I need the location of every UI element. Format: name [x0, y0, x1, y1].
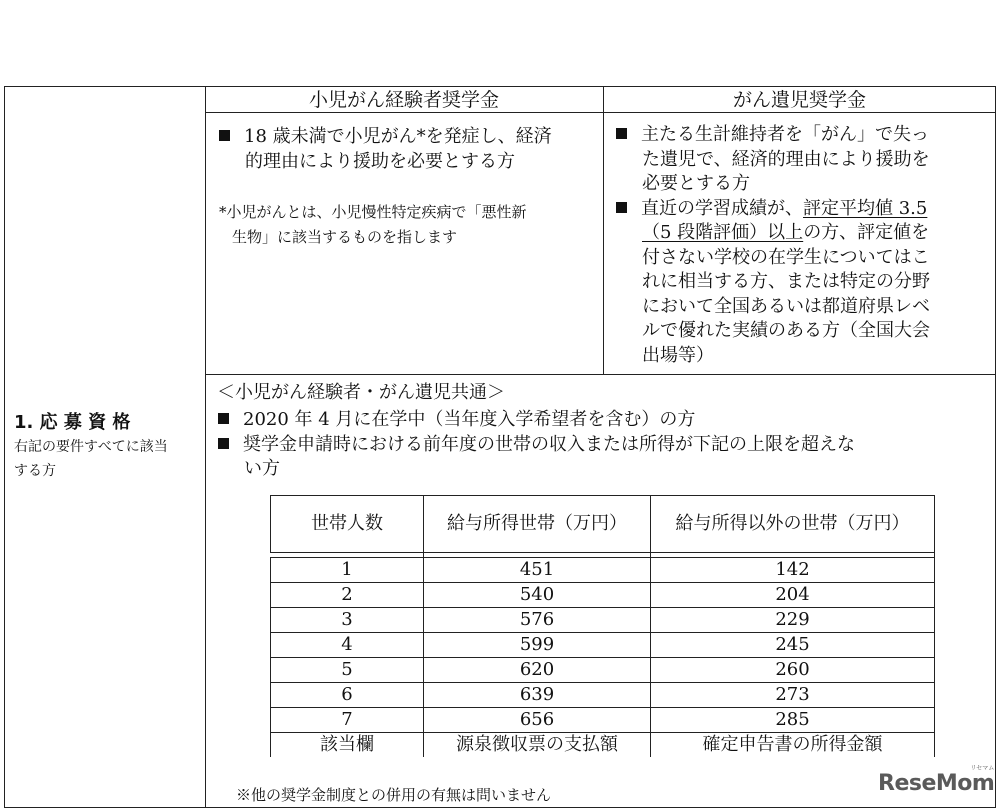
bullet-square-icon	[616, 128, 627, 139]
bullet-square-icon	[219, 130, 230, 141]
common-bullets: 2020 年 4 月に在学中（当年度入学希望者を含む）の方 奨学金申請時における前年度の世帯の収入または所得が下記の上限を超えな い方	[218, 408, 855, 482]
col1-header: 小児がん経験者奨学金	[308, 89, 499, 111]
table-row: 5 620 260	[271, 658, 935, 683]
section-subtitle-line-2: する方	[14, 463, 56, 479]
table-row: 2 540 204	[271, 583, 935, 608]
header-household-size: 世帯人数	[271, 496, 424, 553]
common-heading: ＜小児がん経験者・がん遺児共通＞	[217, 382, 505, 403]
table-row: 7 656 285	[271, 708, 935, 733]
col1-bullet: 18 歳未満で小児がん*を発症し、経済 的理由により援助を必要とする方	[219, 125, 552, 174]
divider-middle-column	[603, 86, 604, 374]
table-row: 1 451 142	[271, 558, 935, 583]
col2-header: がん遺児奨学金	[732, 89, 866, 111]
income-limit-table	[270, 495, 935, 757]
divider-common-row	[205, 374, 996, 375]
table-row: 3 576 229	[271, 608, 935, 633]
col1-note-line-2: 生物」に該当するものを指します	[232, 228, 458, 246]
resemom-logo: ReseMom リセマム	[878, 765, 995, 796]
divider-header-row	[205, 112, 996, 113]
divider-left-column	[205, 86, 206, 808]
table-header-row	[271, 496, 935, 553]
header-salary-household: 給与所得世帯（万円）	[424, 496, 651, 553]
footnote: ※他の奨学金制度との併用の有無は問いません	[236, 786, 552, 804]
col2-bullets: 主たる生計維持者を「がん」で失っ た遺児で、経済的理由により援助を 必要とする方 直近の学習成績が、評定平均値 3.5 （5 段階評価）以上の方、評定値を 付さない学校の在学生についてはこ れに相当する方、または特定の分野 において全国あるいは都道府県レベ ルで優れた実績のある方（全国大会 出場等）	[616, 123, 930, 368]
bullet-square-icon	[218, 438, 229, 449]
section-title: 1. 応 募 資 格	[14, 412, 131, 433]
table-row: 6 639 273	[271, 683, 935, 708]
header-non-salary-household: 給与所得以外の世帯（万円）	[651, 496, 935, 553]
table-footer-row: 該当欄 源泉徴収票の支払額 確定申告書の所得金額	[271, 733, 935, 758]
bullet-square-icon	[616, 202, 627, 213]
section-subtitle-line-1: 右記の要件すべてに該当	[14, 439, 168, 455]
table-row: 4 599 245	[271, 633, 935, 658]
bullet-square-icon	[218, 413, 229, 424]
col1-note-line-1: *小児がんとは、小児慢性特定疾病で「悪性新	[219, 203, 527, 221]
